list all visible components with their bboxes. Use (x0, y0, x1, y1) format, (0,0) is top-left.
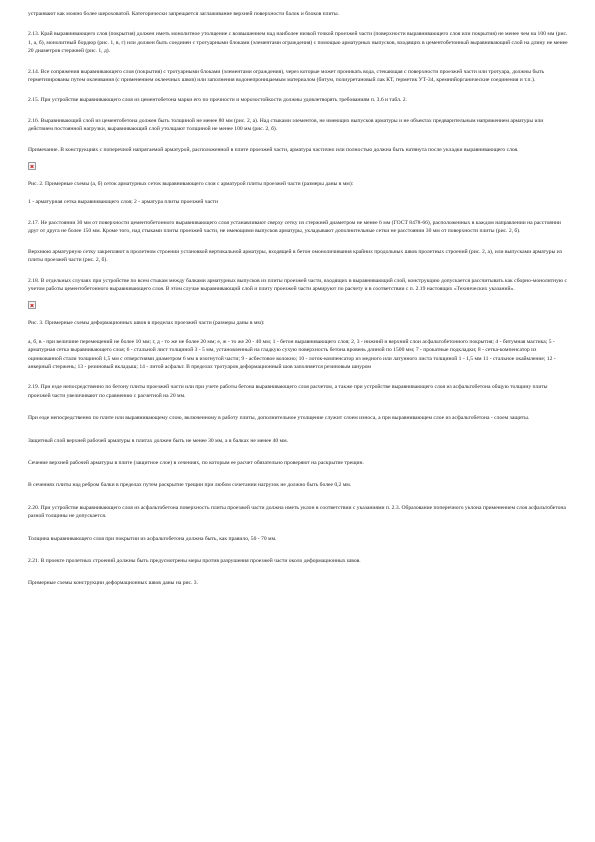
paragraph-crack-width: В сечениях плиты над ребром балки в пределах путем раскрытие трещин при любом сочетании нагрузок не должно быть более 0,2 мм. (28, 482, 352, 489)
figure-2-broken-image-icon (28, 162, 36, 170)
paragraph-protective-layer: Защитный слой верхней рабочей арматуры в плитах должен быть не менее 30 мм, а в балках не менее 40 мм. (28, 437, 289, 444)
figure-3-legend: а, б, в - при величине перемещений не более 10 мм; г, д - то же не более 20 мм; е, ж - то же 20 - 40 мм; 1 - бетон выравнивающего слоя; 2, 3 - нижний и верхний слои асфальтобетонного покрытия; 4 - битумная мастика; 5 - арматурная сетка выравнивающего слоя; 6 - стальной лист толщиной 3 - 5 мм, установленный на гладкую сухую поверхность бетона вровень длиной по 1500 мм; 7 - прокатные подкладки; 8 - сетка-компенсатор из оцинкованной стали толщиной 1,5 мм с отверстиями диаметром 6 мм в изогнутой части; 9 - асбестовое волокно; 10 - лоток-компенсатор из медного или латунного листа толщиной 1 - 1,5 мм 11 - стальное окаймление; 12 - анкерный стержень; 13 - резиновый вкладыш; 14 - литой асфальт. В пределах тротуаров деформационный шов заполняется резиновым шнуром (28, 338, 556, 370)
paragraph-0: устраивают как можно более шероховатой. Категорически запрещается заглаживание верхней поверхности балок и блоков плиты. (28, 11, 340, 17)
paragraph-2-14: 2.14. Все сопряжения выравнивающего слоя (покрытия) с тротуарными блоками (элементами ограждения), через которые может проникать вода, стекающая с поверхности проезжей части или тротуара, должны быть герметизированы путем оклеивания (с применением оклеечных швов) или заполнения водонепроницаемым материалом (битум, полиуретановый лак КТ, герметик УТ-34, кремнийорганические соединения и т.п.). (28, 68, 545, 84)
paragraph-2-18: 2.18. В отдельных случаях при устройстве по всем стыкам между балками арматурных выпусков из плиты проезжей части, входящих в выравнивающий слой, конструкцию допускается рассчитывать как сборно-монолитную с учетом работы цементобетонного выравнивающего слоя. В этом случае выравнивающий слой и плиту проезжей части армируют по расчету и в соответствии с п. 2.19 настоящих «Технических указаний». (28, 277, 567, 292)
figure-3-broken-image-icon (28, 301, 36, 309)
paragraph-2-19: 2.19. При езде непосредственно по бетону плиты проезжей части или при учете работы бетона выравнивающего слоя расчетом, а также при устройстве выравнивающего слоя из асфальтобетона общую толщину плиты проезжей части увеличивают по сравнению с расчетной на 20 мм. (28, 384, 548, 399)
paragraph-2-17: 2.17. Не расстоянии 30 мм от поверхности цементобетонного выравнивающего слоя устанавливают сверху сетку из стержней диаметром не менее 6 мм (ГОСТ 8478-66), расположенных в каждом направлении на расстоянии друг от друга не более 150 мм. Кроме того, над стыками плиты проезжей части, не имеющими выпусков арматуры, укладывают дополнительные сетки не расстоянии 30 мм от поверхности плиты (рис. 2, б). (28, 219, 561, 235)
paragraph-2-13: 2.13. Край выравнивающего слоя (покрытия) должен иметь монолитное утолщение с возвышением над наиболее низкой точкой проезжей части (поверхности выравнивающего слоя или покрытия) не менее чем на 100 мм (рис. 1, а, б), монолитный бордюр (рис. 1, в, г) или должен быть соединен с тротуарными блоками (элементами ограждения) с помощью арматурных выпусков, входящих в цементобетонный выравнивающий слой на длину не менее 20 диаметров стержней (рис. 1, д). (28, 31, 568, 55)
paragraph-reinforcement: Верхнюю арматурную сетку закрепляют в пролетном строении установкой вертикальной арматуры, входящей в бетон омоноличивания крайних продольных швов пролетных строений (рис. 2, а), или выпусками арматуры из плиты проезжей части (рис. 2, б). (28, 248, 562, 264)
paragraph-asphalt-thickness: Толщина выравнивающего слоя при покрытии из асфальтобетона должна быть, как правило, 50 - 70 мм. (28, 535, 277, 542)
figure-2-legend: 1 - арматурная сетка выравнивающего слоя; 2 - арматура плиты проезжей части (28, 199, 218, 206)
paragraph-2-16: 2.16. Выравнивающий слой из цементобетона должен быть толщиной не менее 80 мм (рис. 2, а). Над стыками элементов, не имеющих выпусков арматуры и не объектах предварительным напряжением арматуры или действием постоянной нагрузки, выравнивающий слой утолщают толщиной не менее 100 мм (рис. 2, б). (28, 117, 544, 133)
note-paragraph: Примечание. В конструкциях с поперечной напрягаемой арматурой, расположенной в плите проезжей части, арматура частично или полностью должна быть натянута после укладки выравнивающего слоя. (28, 146, 519, 153)
paragraph-wear-layer: При езде непосредственно по плите или выравнивающему слою, включенному в работу плиты, дополнительное утолщение служит слоем износа, а при выравнивающем слое из асфальтобетона - слоем защиты. (28, 415, 530, 422)
paragraph-2-20: 2.20. При устройстве выравнивающего слоя из асфальтобетона поверхность плиты проезжей части должна иметь уклон в соответствии с указаниями п. 2.3. Образование поперечного уклона применением слоя асфальтобетона разной толщины не допускается. (28, 504, 566, 520)
figure-3-caption: Рис. 3. Примерные схемы деформационных швов в пределах проезжей части (размеры даны в мм): (28, 320, 265, 327)
document-page (28, 10, 568, 588)
paragraph-reinforcement-section: Сечение верхней рабочей арматуры в плите (защитное слое) в сечениях, по которым ее расчет обязательно проверяют на раскрытие трещин. (28, 459, 364, 466)
paragraph-2-15: 2.15. При устройстве выравнивающего слоя из цементобетона марки его по прочности и морозостойкости должны удовлетворять требованиям п. 3.6 и табл. 2. (28, 97, 407, 104)
paragraph-2-21: 2.21. В проекте пролетных строений должны быть предусмотрены меры против разрушения проезжей части около деформационных швов. (28, 558, 361, 564)
paragraph-joint-schemes: Примерные схемы конструкции деформационных швов даны на рис. 3. (28, 580, 198, 587)
figure-2-caption: Рис. 2. Примерные схемы (а, б) сеток арматурных сеток выравнивающего слоя с арматурой плиты проезжей части (размеры даны в мм): (28, 181, 354, 188)
